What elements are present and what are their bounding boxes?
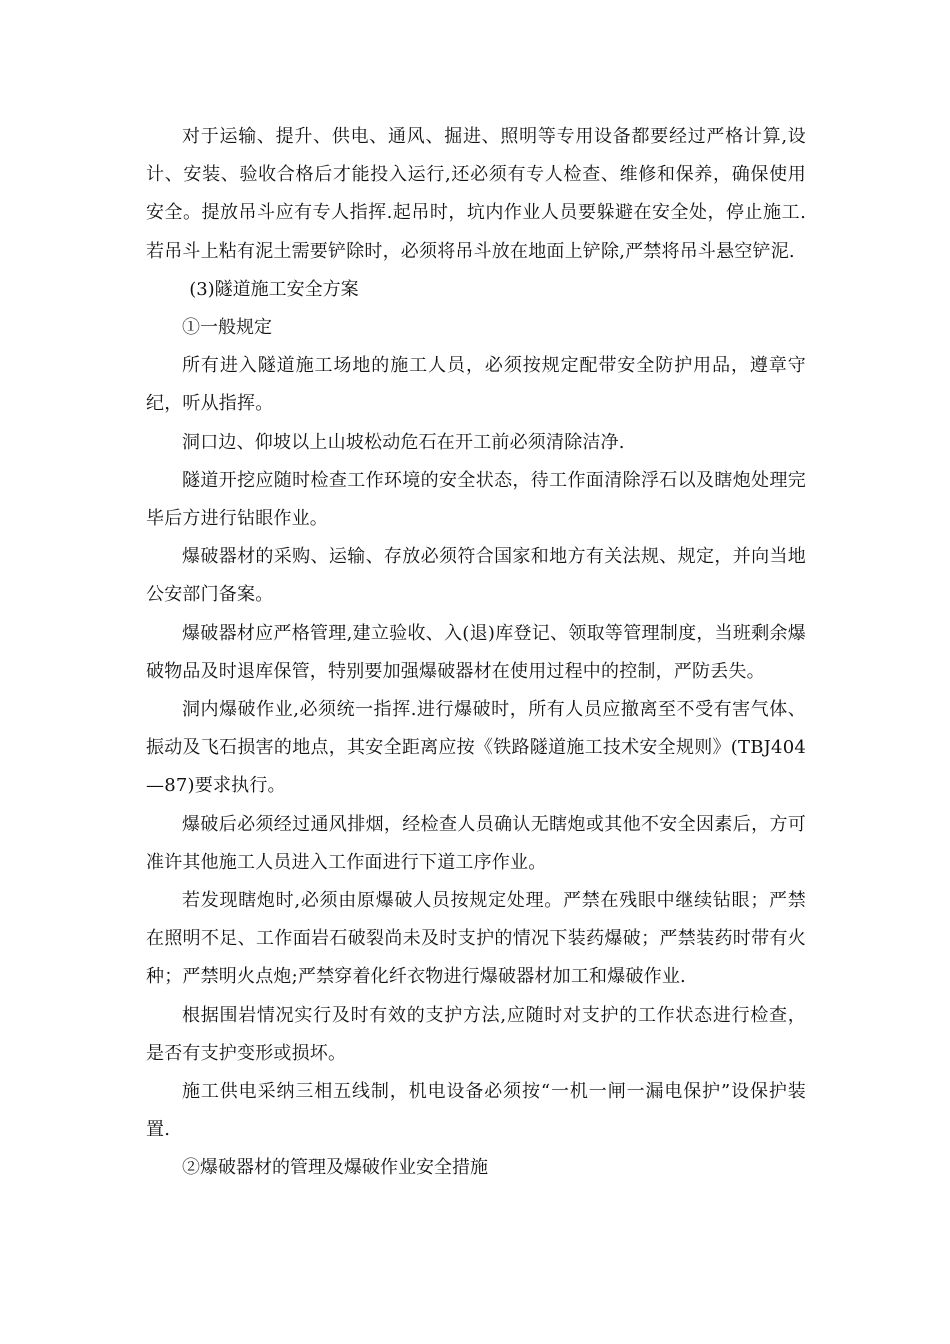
paragraph-blasting-command: 洞内爆破作业,必须统一指挥.进行爆破时，所有人员应撤离至不受有害气体、振动及飞石损害的地点，其安全距离应按《铁路隧道施工技术安全规则》(TBJ404—87)要求执行。: [146, 699, 806, 797]
paragraph-excavation-inspection: 隧道开挖应随时检查工作环境的安全状态，待工作面清除浮石以及瞎炮处理完毕后方进行钻眼作业。: [146, 469, 806, 530]
subsection-heading-explosives-measures: ②爆破器材的管理及爆破作业安全措施: [182, 1157, 488, 1179]
paragraph-misfire-handling: 若发现瞎炮时,必须由原爆破人员按规定处理。严禁在残眼中继续钻眼；严禁在照明不足、工作面岩石破裂尚未及时支护的情况下装药爆破；严禁装药时带有火种；严禁明火点炮;严禁穿着化纤衣物进行爆破器材加工和爆破作业.: [146, 890, 806, 988]
paragraph-equipment-safety: 对于运输、提升、供电、通风、掘进、照明等专用设备都要经过严格计算,设计、安装、验收合格后才能投入运行,还必须有专人检查、维修和保养，确保使用安全。提放吊斗应有专人指挥.起吊时，坑内作业人员要躲避在安全处，停止施工.若吊斗上粘有泥土需要铲除时，必须将吊斗放在地面上铲除,严禁将吊斗悬空铲泥.: [146, 126, 806, 262]
paragraph-explosives-procurement: 爆破器材的采购、运输、存放必须符合国家和地方有关法规、规定，并向当地公安部门备案。: [146, 546, 806, 606]
subsection-heading-general-rules: ①一般规定: [182, 317, 272, 339]
paragraph-support-inspection: 根据围岩情况实行及时有效的支护方法,应随时对支护的工作状态进行检查，是否有支护变形或损坏。: [146, 1004, 806, 1064]
section-heading-tunnel-safety-plan: (3)隧道施工安全方案: [189, 278, 359, 300]
paragraph-loose-rock-clearing: 洞口边、仰坡以上山坡松动危石在开工前必须清除洁净.: [182, 431, 625, 453]
paragraph-post-blast-ventilation: 爆破后必须经过通风排烟，经检查人员确认无瞎炮或其他不安全因素后，方可准许其他施工人员进入工作面进行下道工序作业。: [146, 813, 806, 873]
paragraph-protective-equipment: 所有进入隧道施工场地的施工人员，必须按规定配带安全防护用品，遵章守纪，听从指挥。: [146, 355, 806, 415]
document-body: [146, 118, 806, 1188]
paragraph-power-supply: 施工供电采纳三相五线制，机电设备必须按“一机一闸一漏电保护”设保护装置.: [146, 1081, 806, 1141]
paragraph-explosives-management: 爆破器材应严格管理,建立验收、入(退)库登记、领取等管理制度，当班剩余爆破物品及时退库保管，特别要加强爆破器材在使用过程中的控制，严防丢失。: [146, 622, 806, 682]
